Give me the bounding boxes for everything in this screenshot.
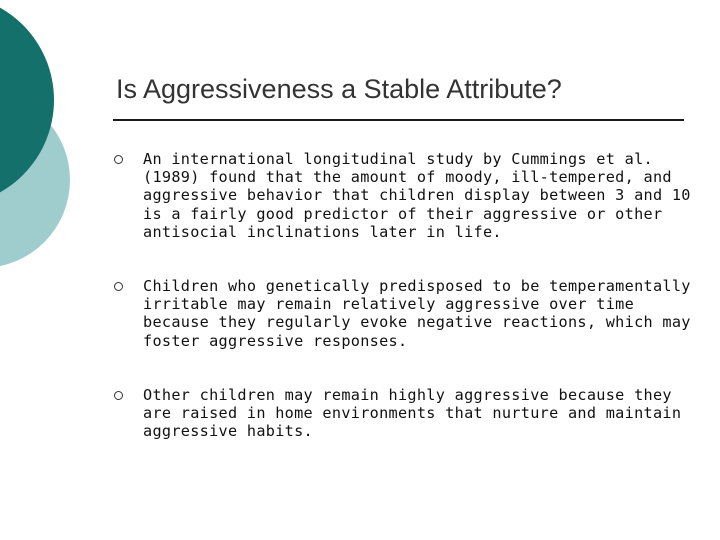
bullet-item [112,277,692,350]
bullet-text: Children who genetically predisposed to be temperamentally irritable may remain relatively aggressive over time because they regularly evoke negative reactions, which may foster aggressive responses. [143,277,691,350]
hollow-circle-icon [114,155,123,164]
hollow-circle-icon [114,391,123,400]
bullet-list [112,150,692,476]
bullet-item [112,386,692,441]
bullet-item [112,150,692,241]
hollow-circle-icon [114,282,123,291]
title-underline [113,119,684,121]
bullet-text: Other children may remain highly aggressive because they are raised in home environments that nurture and maintain aggressive habits. [143,385,682,441]
bullet-text: An international longitudinal study by Cummings et al. (1989) found that the amount of moody, ill-tempered, and aggressive behavior that children display between 3 and 10 is a fairly good predictor of their aggressive or other antisocial inclinations later in life. [143,150,691,241]
slide-title: Is Aggressiveness a Stable Attribute? [116,74,562,104]
decorative-circles [0,0,110,300]
